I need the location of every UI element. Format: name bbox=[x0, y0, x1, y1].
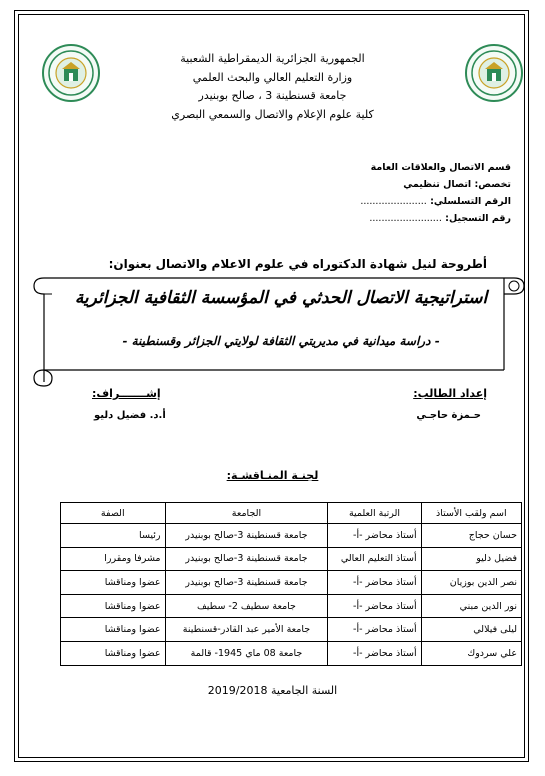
member-role: رئيسا bbox=[61, 524, 166, 548]
table-row bbox=[61, 571, 522, 595]
table-row bbox=[61, 594, 522, 618]
thesis-statement: أطروحة لنيل شهادة الدكتوراه في علوم الاعلام والاتصال بعنوان: bbox=[108, 257, 487, 271]
column-header: الرتبة العلمية bbox=[328, 503, 421, 524]
registration-number-line bbox=[360, 211, 511, 228]
member-university: جامعة قسنطينة 3-صالح بوبنيدر bbox=[165, 571, 328, 595]
member-university: جامعة قسنطينة 3-صالح بوبنيدر bbox=[165, 524, 328, 548]
member-role: عضوا ومناقشا bbox=[61, 571, 166, 595]
department-line: قسم الاتصال والعلاقات العامة bbox=[370, 162, 511, 173]
table-header-row bbox=[61, 503, 522, 524]
member-rank: أستاذ محاضر -أ- bbox=[328, 618, 421, 642]
member-rank: أستاذ محاضر -أ- bbox=[328, 571, 421, 595]
registration-number-dots: ........................ bbox=[369, 212, 442, 224]
university-seal-icon bbox=[465, 44, 523, 102]
table-row bbox=[61, 524, 522, 548]
column-header: الصفة bbox=[61, 503, 166, 524]
thesis-title: استراتيجية الاتصال الحدثي في المؤسسة الثقافية الجزائرية bbox=[74, 288, 488, 308]
member-role: عضوا ومناقشا bbox=[61, 594, 166, 618]
specialty-line: تخصص: اتصال تنظيمي bbox=[403, 178, 511, 190]
member-name: علي سردوك bbox=[421, 641, 521, 665]
table-row bbox=[61, 618, 522, 642]
table-row bbox=[61, 547, 522, 571]
header-block bbox=[120, 50, 425, 125]
serial-number-label: الرقم التسلسلي: bbox=[430, 195, 511, 207]
committee-table bbox=[60, 502, 522, 666]
member-rank: أستاذ محاضر -أ- bbox=[328, 641, 421, 665]
supervisor-name: أ.د. فضيل دليو bbox=[94, 410, 166, 421]
committee-title bbox=[0, 469, 545, 482]
academic-year: السنة الجامعية 2019/2018 bbox=[207, 684, 338, 697]
member-rank: أستاذ محاضر -أ- bbox=[328, 594, 421, 618]
serial-number-dots: ...................... bbox=[360, 195, 427, 207]
member-rank: أستاذ محاضر -أ- bbox=[328, 524, 421, 548]
student-name: حـمزة حاجـي bbox=[416, 410, 481, 421]
serial-number-line bbox=[360, 194, 511, 211]
member-role: عضوا ومناقشا bbox=[61, 641, 166, 665]
member-rank: أستاذ التعليم العالي bbox=[328, 547, 421, 571]
member-university: جامعة سطيف 2- سطيف bbox=[165, 594, 328, 618]
member-university: جامعة الأمير عبد القادر-قسنطينة bbox=[165, 618, 328, 642]
member-role: عضوا ومناقشا bbox=[61, 618, 166, 642]
member-name: فضيل دليو bbox=[421, 547, 521, 571]
member-university: جامعة قسنطينة 3-صالح بوبنيدر bbox=[165, 547, 328, 571]
table-row bbox=[61, 641, 522, 665]
republic-line: الجمهورية الجزائرية الديمقراطية الشعبية bbox=[180, 52, 365, 65]
thesis-subtitle: - دراسة ميدانية في مديريتي الثقافة لولايتي الجزائر وقسنطينة - bbox=[122, 334, 440, 348]
info-block bbox=[360, 160, 511, 228]
university-line: جامعة قسنطينة 3 ، صالح بوبنيدر bbox=[198, 89, 347, 103]
member-name: نصر الدين بوزيان bbox=[421, 571, 521, 595]
ministry-line: وزارة التعليم العالي والبحث العلمي bbox=[192, 70, 353, 84]
supervision-label: إشـــــــراف: bbox=[92, 387, 161, 400]
registration-number-label: رقم التسجيل: bbox=[445, 212, 511, 224]
column-header: الجامعة bbox=[165, 503, 328, 524]
member-role: مشرفا ومقررا bbox=[61, 547, 166, 571]
member-name: حسان حجاج bbox=[421, 524, 521, 548]
university-seal-icon bbox=[42, 44, 100, 102]
prepared-by-label: إعداد الطالب: bbox=[413, 387, 487, 400]
member-university: جامعة 08 ماي 1945- قالمة bbox=[165, 641, 328, 665]
column-header: اسم ولقب الأستاذ bbox=[421, 503, 521, 524]
member-name: ليلى فيلالي bbox=[421, 618, 521, 642]
committee-title-text: لجنـة المنـاقشـة: bbox=[226, 469, 319, 482]
member-name: نور الدين مبني bbox=[421, 594, 521, 618]
faculty-line: كلية علوم الإعلام والاتصال والسمعي البصري bbox=[171, 108, 374, 122]
